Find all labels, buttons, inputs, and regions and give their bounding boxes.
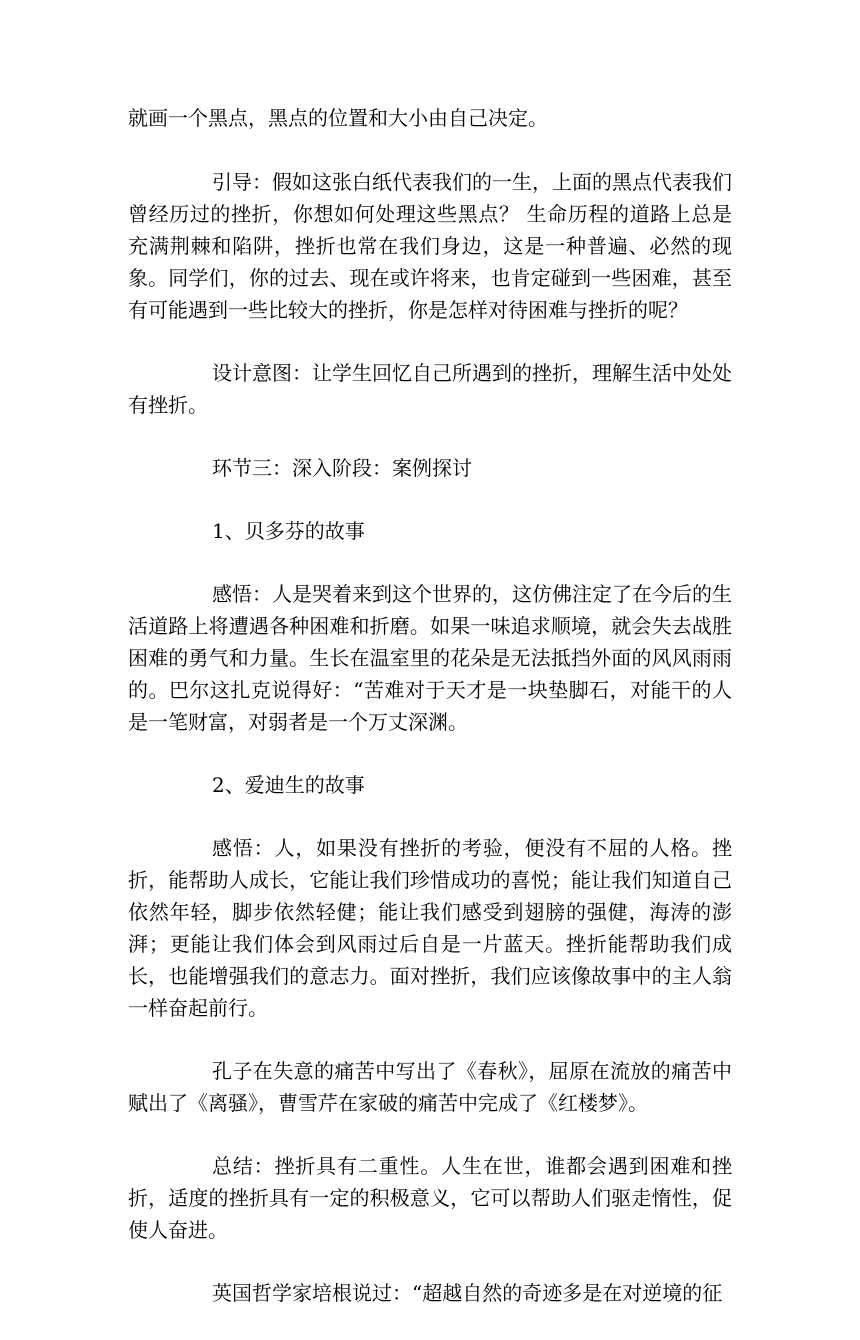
paragraph: 总结：挫折具有二重性。人生在世，谁都会遇到困难和挫折，适度的挫折具有一定的积极意义，它可以帮助人们驱走惰性，促使人奋进。 (128, 1154, 732, 1242)
paragraph: 引导：假如这张白纸代表我们的一生，上面的黑点代表我们曾经历过的挫折，你想如何处理这些黑点？ 生命历程的道路上总是充满荆棘和陷阱，挫折也常在我们身边，这是一种普遍、必然的现象。同学们，你的过去、现在或许将来，也肯定碰到一些困难，甚至有可能遇到一些比较大的挫折，你是怎样对待困难与挫折的呢？ (128, 170, 732, 322)
section-heading: 环节三：深入阶段：案例探讨 (212, 456, 472, 480)
paragraph: 英国哲学家培根说过：“超越自然的奇迹多是在对逆境的征 (212, 1281, 723, 1305)
paragraph: 就画一个黑点，黑点的位置和大小由自己决定。 (128, 106, 548, 130)
paragraph: 感悟：人，如果没有挫折的考验，便没有不屈的人格。挫折，能帮助人成长，它能让我们珍惜成功的喜悦；能让我们知道自己依然年轻，脚步依然轻健；能让我们感受到翅膀的强健，海涛的澎湃；更能让我们体会到风雨过后自是一片蓝天。挫折能帮助我们成长，也能增强我们的意志力。面对挫折，我们应该像故事中的主人翁一样奋起前行。 (128, 836, 732, 1020)
paragraph: 感悟：人是哭着来到这个世界的，这仿佛注定了在今后的生活道路上将遭遇各种困难和折磨。如果一味追求顺境，就会失去战胜困难的勇气和力量。生长在温室里的花朵是无法抵挡外面的风风雨雨的。巴尔这扎克说得好：“苦难对于天才是一块垫脚石，对能干的人是一笔财富，对弱者是一个万丈深渊。 (128, 582, 732, 734)
document-page (128, 102, 732, 1340)
paragraph: 设计意图：让学生回忆自己所遇到的挫折，理解生活中处处有挫折。 (128, 361, 732, 417)
paragraph: 孔子在失意的痛苦中写出了《春秋》，屈原在流放的痛苦中赋出了《离骚》，曹雪芹在家破的痛苦中完成了《红楼梦》。 (128, 1059, 732, 1115)
case-heading: 1、贝多芬的故事 (212, 519, 365, 543)
case-heading: 2、爱迪生的故事 (212, 773, 365, 797)
